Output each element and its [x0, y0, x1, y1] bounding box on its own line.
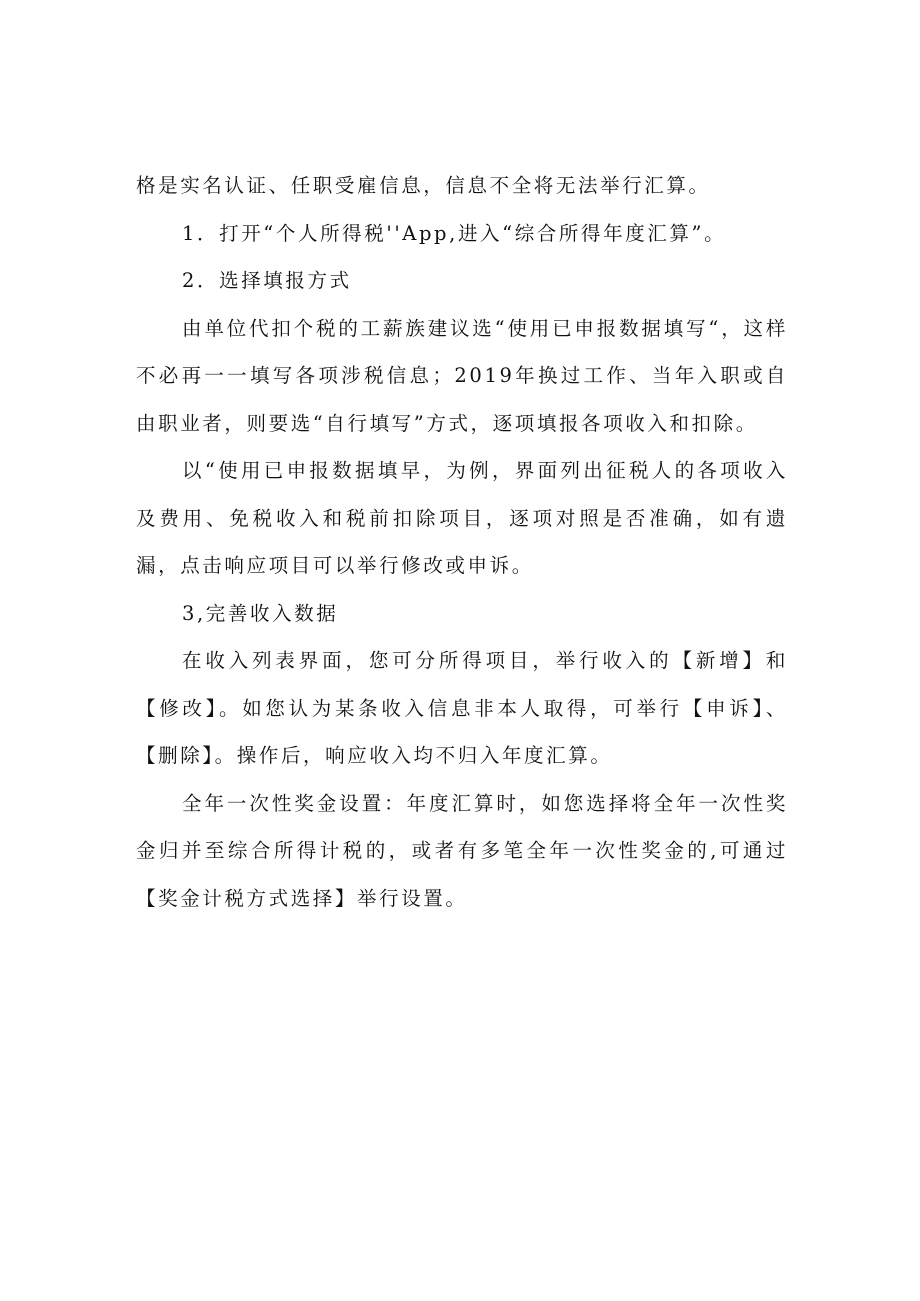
paragraph-continuation: 格是实名认证、任职受雇信息，信息不全将无法举行汇算。	[136, 174, 711, 197]
paragraph-example: 以“使用已申报数据填早，为例，界面列出征税人的各项收入及费用、免税收入和税前扣除项目，逐项对照是否准确，如有遗漏，点击响应项目可以举行修改或申诉。	[136, 459, 788, 577]
paragraph-filing-method: 由单位代扣个税的工薪族建议选“使用已申报数据填写“，这样不必再一一填写各项涉税信息；2019年换过工作、当年入职或自由职业者，则要选“自行填写”方式，逐项填报各项收入和扣除。	[136, 316, 788, 435]
step-1-open-app: 1．打开“个人所得税''App,进入“综合所得年度汇算”。	[182, 221, 727, 245]
paragraph-bonus-settings: 全年一次性奖金设置：年度汇算时，如您选择将全年一次性奖金归并至综合所得计税的，或者有多笔全年一次性奖金的,可通过【奖金计税方式选择】举行设置。	[136, 791, 788, 910]
step-3-heading: 3,完善收入数据	[182, 601, 339, 625]
step-2-heading: 2．选择填报方式	[182, 269, 352, 292]
paragraph-income-list: 在收入列表界面，您可分所得项目，举行收入的【新增】和【修改】。如您认为某条收入信息非本人取得，可举行【申诉】、【删除】。操作后，响应收入均不归入年度汇算。	[136, 649, 788, 767]
document-body	[136, 162, 788, 922]
